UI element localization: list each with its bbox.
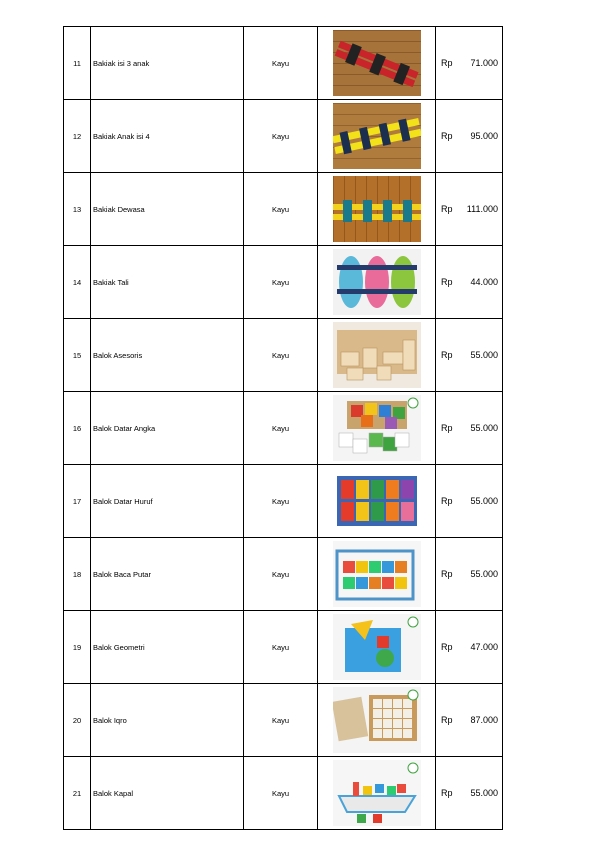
product-number: 12 (64, 100, 91, 173)
currency-label: Rp (441, 131, 453, 141)
product-name: Balok Geometri (91, 611, 244, 684)
balok-geometri-photo (333, 614, 421, 680)
product-material: Kayu (244, 27, 318, 100)
product-number: 21 (64, 757, 91, 830)
table-row (64, 173, 503, 246)
product-material: Kayu (244, 392, 318, 465)
bakiak-dewasa-photo (333, 176, 421, 242)
currency-label: Rp (441, 350, 453, 360)
product-name: Balok Kapal (91, 757, 244, 830)
product-name: Balok Baca Putar (91, 538, 244, 611)
table-row (64, 465, 503, 538)
balok-baca-photo (333, 541, 421, 607)
product-photo-cell (318, 611, 436, 684)
currency-label: Rp (441, 788, 453, 798)
product-number: 13 (64, 173, 91, 246)
product-photo-cell (318, 757, 436, 830)
product-price (436, 246, 503, 319)
product-price (436, 100, 503, 173)
balok-kapal-photo (333, 760, 421, 826)
product-material: Kayu (244, 246, 318, 319)
product-material: Kayu (244, 100, 318, 173)
product-name: Balok Iqro (91, 684, 244, 757)
table-row (64, 319, 503, 392)
product-number: 15 (64, 319, 91, 392)
price-value: 55.000 (470, 423, 498, 433)
price-value: 71.000 (470, 58, 498, 68)
product-photo-cell (318, 538, 436, 611)
table-row (64, 27, 503, 100)
product-material: Kayu (244, 319, 318, 392)
price-value: 111.000 (466, 204, 498, 214)
product-material: Kayu (244, 684, 318, 757)
product-name: Balok Datar Angka (91, 392, 244, 465)
product-number: 17 (64, 465, 91, 538)
product-number: 11 (64, 27, 91, 100)
price-value: 55.000 (470, 788, 498, 798)
price-value: 44.000 (470, 277, 498, 287)
table-row (64, 100, 503, 173)
price-value: 55.000 (470, 350, 498, 360)
product-number: 20 (64, 684, 91, 757)
product-photo-cell (318, 246, 436, 319)
table-row (64, 246, 503, 319)
product-price (436, 611, 503, 684)
product-material: Kayu (244, 465, 318, 538)
currency-label: Rp (441, 715, 453, 725)
product-material: Kayu (244, 173, 318, 246)
product-photo-cell (318, 319, 436, 392)
product-name: Bakiak isi 3 anak (91, 27, 244, 100)
balok-iqro-photo (333, 687, 421, 753)
product-price (436, 392, 503, 465)
currency-label: Rp (441, 58, 453, 68)
price-value: 55.000 (470, 496, 498, 506)
price-value: 55.000 (470, 569, 498, 579)
product-name: Bakiak Tali (91, 246, 244, 319)
currency-label: Rp (441, 569, 453, 579)
price-value: 47.000 (470, 642, 498, 652)
table-row (64, 611, 503, 684)
product-name: Bakiak Anak isi 4 (91, 100, 244, 173)
product-material: Kayu (244, 757, 318, 830)
currency-label: Rp (441, 204, 453, 214)
balok-asesoris-photo (333, 322, 421, 388)
balok-huruf-photo (333, 468, 421, 534)
bakiak-tali-photo (333, 249, 421, 315)
table-row (64, 538, 503, 611)
table-row (64, 757, 503, 830)
bakiak-4-photo (333, 103, 421, 169)
product-number: 14 (64, 246, 91, 319)
product-photo-cell (318, 465, 436, 538)
product-price (436, 538, 503, 611)
currency-label: Rp (441, 423, 453, 433)
product-price (436, 757, 503, 830)
table-row (64, 392, 503, 465)
product-number: 18 (64, 538, 91, 611)
product-photo-cell (318, 392, 436, 465)
product-material: Kayu (244, 611, 318, 684)
product-price (436, 319, 503, 392)
currency-label: Rp (441, 277, 453, 287)
product-name: Balok Datar Huruf (91, 465, 244, 538)
product-price (436, 173, 503, 246)
price-value: 87.000 (470, 715, 498, 725)
product-number: 16 (64, 392, 91, 465)
product-price (436, 27, 503, 100)
product-name: Bakiak Dewasa (91, 173, 244, 246)
product-price (436, 465, 503, 538)
product-photo-cell (318, 100, 436, 173)
currency-label: Rp (441, 496, 453, 506)
product-photo-cell (318, 27, 436, 100)
balok-angka-photo (333, 395, 421, 461)
product-photo-cell (318, 684, 436, 757)
bakiak-3-photo (333, 30, 421, 96)
price-value: 95.000 (470, 131, 498, 141)
product-number: 19 (64, 611, 91, 684)
product-price (436, 684, 503, 757)
product-table (63, 26, 503, 830)
product-material: Kayu (244, 538, 318, 611)
currency-label: Rp (441, 642, 453, 652)
table-row (64, 684, 503, 757)
product-photo-cell (318, 173, 436, 246)
product-name: Balok Asesoris (91, 319, 244, 392)
